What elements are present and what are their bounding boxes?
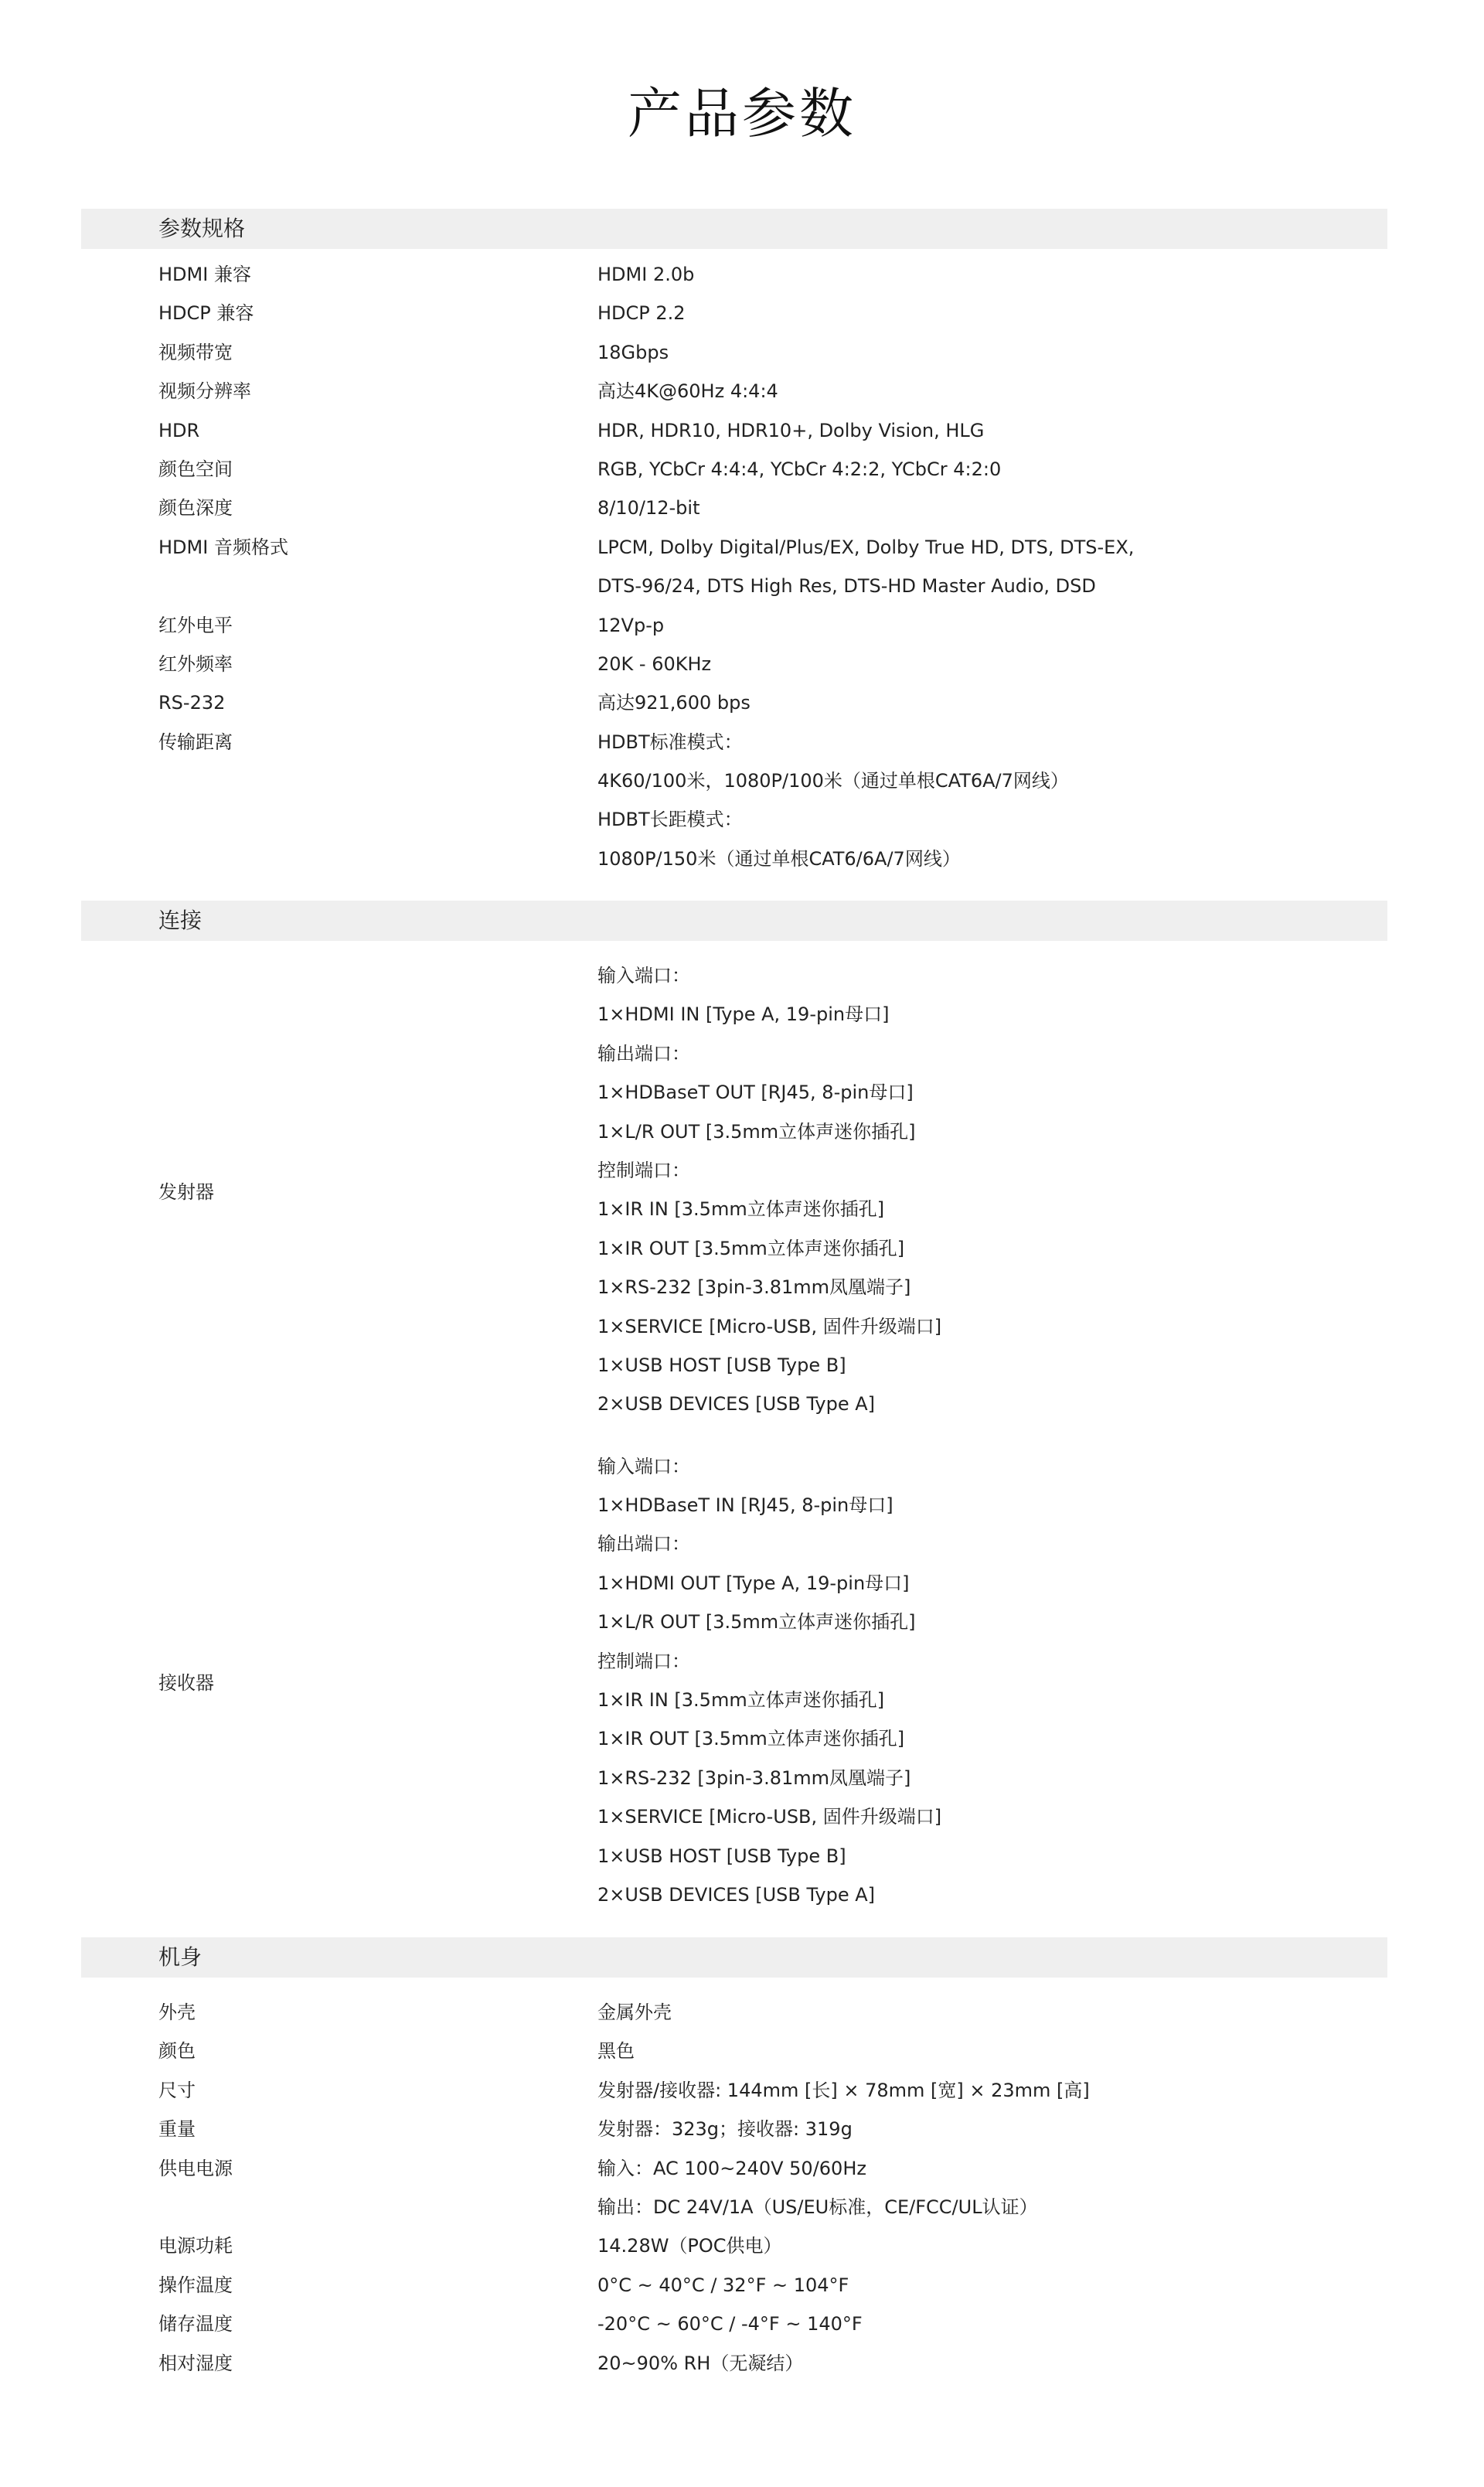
spec-value: 输出端口： <box>597 1533 690 1555</box>
spec-value: 输入端口： <box>597 1455 690 1477</box>
spec-value: 2×USB DEVICES [USB Type A] <box>597 1393 875 1416</box>
spec-row <box>81 2226 1387 2265</box>
spec-value: 1×RS-232 [3pin-3.81mm凤凰端子] <box>597 1766 911 1789</box>
spec-values <box>597 450 1387 489</box>
spec-value: 1080P/150米（通过单根CAT6/6A/7网线） <box>597 847 961 870</box>
spec-label: HDMI 音频格式 <box>158 536 288 558</box>
spec-value: HDCP 2.2 <box>597 302 686 325</box>
spec-label: 储存温度 <box>158 2313 233 2335</box>
page-title: 产品参数 <box>628 81 856 145</box>
spec-values <box>597 2226 1387 2265</box>
spec-row <box>81 2032 1387 2070</box>
spec-label: 尺寸 <box>158 2079 196 2101</box>
spec-label: 相对湿度 <box>158 2352 233 2374</box>
spec-label: HDMI 兼容 <box>158 264 251 285</box>
spec-value: 12Vp-p <box>597 614 665 636</box>
spec-values <box>597 528 1387 606</box>
spec-value: HDBT长距模式： <box>597 809 743 831</box>
spec-values <box>597 683 1387 722</box>
spec-row <box>81 2071 1387 2110</box>
spec-label: 颜色 <box>158 2040 196 2063</box>
spec-row <box>81 1447 1387 1915</box>
spec-label: 操作温度 <box>158 2274 233 2296</box>
spec-value: 输出：DC 24V/1A（US/EU标准，CE/FCC/UL认证） <box>597 2196 1038 2218</box>
spec-row <box>81 683 1387 722</box>
spec-label: RS-232 <box>158 692 226 714</box>
spec-value: 控制端口： <box>597 1650 690 1672</box>
spec-value: 1×USB HOST [USB Type B] <box>597 1354 846 1376</box>
section-header: 连接 <box>81 901 1387 941</box>
spec-value: 4K60/100米，1080P/100米（通过单根CAT6A/7网线） <box>597 770 1069 792</box>
spec-values <box>597 372 1387 411</box>
spec-value: 1×RS-232 [3pin-3.81mm凤凰端子] <box>597 1276 911 1299</box>
spec-values <box>597 1993 1387 2032</box>
spec-values <box>597 606 1387 645</box>
spec-values <box>597 1447 1387 1915</box>
spec-rows <box>81 249 1387 878</box>
spec-values <box>597 411 1387 450</box>
spec-values <box>597 489 1387 527</box>
spec-value: 高达4K@60Hz 4:4:4 <box>597 380 778 403</box>
spec-values <box>597 2071 1387 2110</box>
spec-row <box>81 255 1387 294</box>
spec-value: 金属外壳 <box>597 2002 672 2023</box>
spec-row <box>81 645 1387 683</box>
spec-label: HDR <box>158 419 200 441</box>
spec-label: 红外频率 <box>158 652 233 675</box>
spec-row <box>81 333 1387 372</box>
spec-row <box>81 2149 1387 2227</box>
spec-label: 颜色深度 <box>158 497 233 520</box>
spec-value: RGB, YCbCr 4:4:4, YCbCr 4:2:2, YCbCr 4:2:0 <box>597 458 1002 480</box>
spec-value: 高达921,600 bps <box>597 692 751 714</box>
spec-values <box>597 255 1387 294</box>
section-chassis <box>81 1937 1387 2383</box>
spec-value: 18Gbps <box>597 341 669 363</box>
chassis-rows <box>81 1978 1387 2383</box>
spec-row <box>81 411 1387 450</box>
spec-value: 1×HDBaseT OUT [RJ45, 8-pin母口] <box>597 1082 914 1104</box>
spec-label: 传输距离 <box>158 731 233 753</box>
spec-label: 重量 <box>158 2118 196 2141</box>
spec-value: 输入端口： <box>597 965 690 986</box>
spec-value: 1×IR OUT [3.5mm立体声迷你插孔] <box>597 1728 905 1750</box>
spec-value: 1×IR OUT [3.5mm立体声迷你插孔] <box>597 1237 905 1259</box>
spec-value: DTS-96/24, DTS High Res, DTS-HD Master Audio, DSD <box>597 575 1096 598</box>
section-header: 参数规格 <box>81 209 1387 249</box>
spec-value: 2×USB DEVICES [USB Type A] <box>597 1883 875 1906</box>
spec-value: 14.28W（POC供电） <box>597 2235 782 2257</box>
spec-label: 红外电平 <box>158 614 233 636</box>
spec-label: 发射器 <box>158 1180 214 1203</box>
spec-row <box>81 956 1387 1424</box>
spec-value: 1×HDMI IN [Type A, 19-pin母口] <box>597 1003 890 1026</box>
spec-row <box>81 2110 1387 2148</box>
spec-value: HDR, HDR10, HDR10+, Dolby Vision, HLG <box>597 419 985 441</box>
spec-label: 视频分辨率 <box>158 380 251 403</box>
spec-value: 1×IR IN [3.5mm立体声迷你插孔] <box>597 1689 885 1712</box>
spec-row <box>81 1993 1387 2032</box>
spec-value: 发射器：323g；接收器: 319g <box>597 2118 853 2141</box>
spec-value: 20~90% RH（无凝结） <box>597 2352 804 2374</box>
spec-value: 1×SERVICE [Micro-USB, 固件升级端口] <box>597 1315 942 1337</box>
spec-value: 1×IR IN [3.5mm立体声迷你插孔] <box>597 1198 885 1221</box>
spec-row <box>81 450 1387 489</box>
spec-values <box>597 2305 1387 2343</box>
spec-values <box>597 333 1387 372</box>
spec-value: HDMI 2.0b <box>597 264 695 285</box>
spec-values <box>597 2266 1387 2305</box>
spec-value: 输入：AC 100~240V 50/60Hz <box>597 2157 866 2179</box>
spec-values <box>597 294 1387 332</box>
spec-row <box>81 2344 1387 2383</box>
spec-row <box>81 294 1387 332</box>
spec-label: 供电电源 <box>158 2157 233 2179</box>
spec-row <box>81 372 1387 411</box>
spec-label: 外壳 <box>158 2002 196 2023</box>
spec-value: LPCM, Dolby Digital/Plus/EX, Dolby True HD, DTS, DTS-EX, <box>597 536 1135 558</box>
spec-row <box>81 528 1387 606</box>
spec-value: 1×USB HOST [USB Type B] <box>597 1845 846 1867</box>
spec-row <box>81 606 1387 645</box>
spec-value: 控制端口： <box>597 1159 690 1181</box>
spec-value: 输出端口： <box>597 1042 690 1065</box>
spec-value: -20°C ~ 60°C / -4°F ~ 140°F <box>597 2313 863 2335</box>
spec-row <box>81 2266 1387 2305</box>
spec-label: HDCP 兼容 <box>158 302 254 325</box>
spec-row <box>81 723 1387 879</box>
spec-row <box>81 489 1387 527</box>
spec-value: 1×SERVICE [Micro-USB, 固件升级端口] <box>597 1806 942 1828</box>
spec-value: HDBT标准模式： <box>597 731 743 753</box>
spec-value: 1×HDBaseT IN [RJ45, 8-pin母口] <box>597 1494 893 1517</box>
section-header: 机身 <box>81 1937 1387 1978</box>
section-specifications <box>81 209 1387 878</box>
spec-values <box>597 956 1387 1424</box>
spec-label: 颜色空间 <box>158 458 233 480</box>
spec-value: 1×L/R OUT [3.5mm立体声迷你插孔] <box>597 1611 916 1634</box>
spec-value: 8/10/12-bit <box>597 497 700 520</box>
spec-value: 1×L/R OUT [3.5mm立体声迷你插孔] <box>597 1120 916 1143</box>
spec-value: 发射器/接收器: 144mm [长] × 78mm [宽] × 23mm [高] <box>597 2079 1090 2101</box>
spec-value: 黑色 <box>597 2040 635 2063</box>
section-connections <box>81 901 1387 1914</box>
connection-rows <box>81 941 1387 1914</box>
spec-value: 0°C ~ 40°C / 32°F ~ 104°F <box>597 2274 849 2296</box>
spec-values <box>597 2110 1387 2148</box>
spec-values <box>597 2344 1387 2383</box>
spec-values <box>597 645 1387 683</box>
spec-label: 电源功耗 <box>158 2235 233 2257</box>
spec-values <box>597 2149 1387 2227</box>
spec-values <box>597 723 1387 879</box>
spec-label: 接收器 <box>158 1671 214 1694</box>
spec-value: 20K - 60KHz <box>597 652 712 675</box>
spec-row <box>81 2305 1387 2343</box>
spec-values <box>597 2032 1387 2070</box>
spec-label: 视频带宽 <box>158 341 233 363</box>
spec-value: 1×HDMI OUT [Type A, 19-pin母口] <box>597 1572 910 1594</box>
